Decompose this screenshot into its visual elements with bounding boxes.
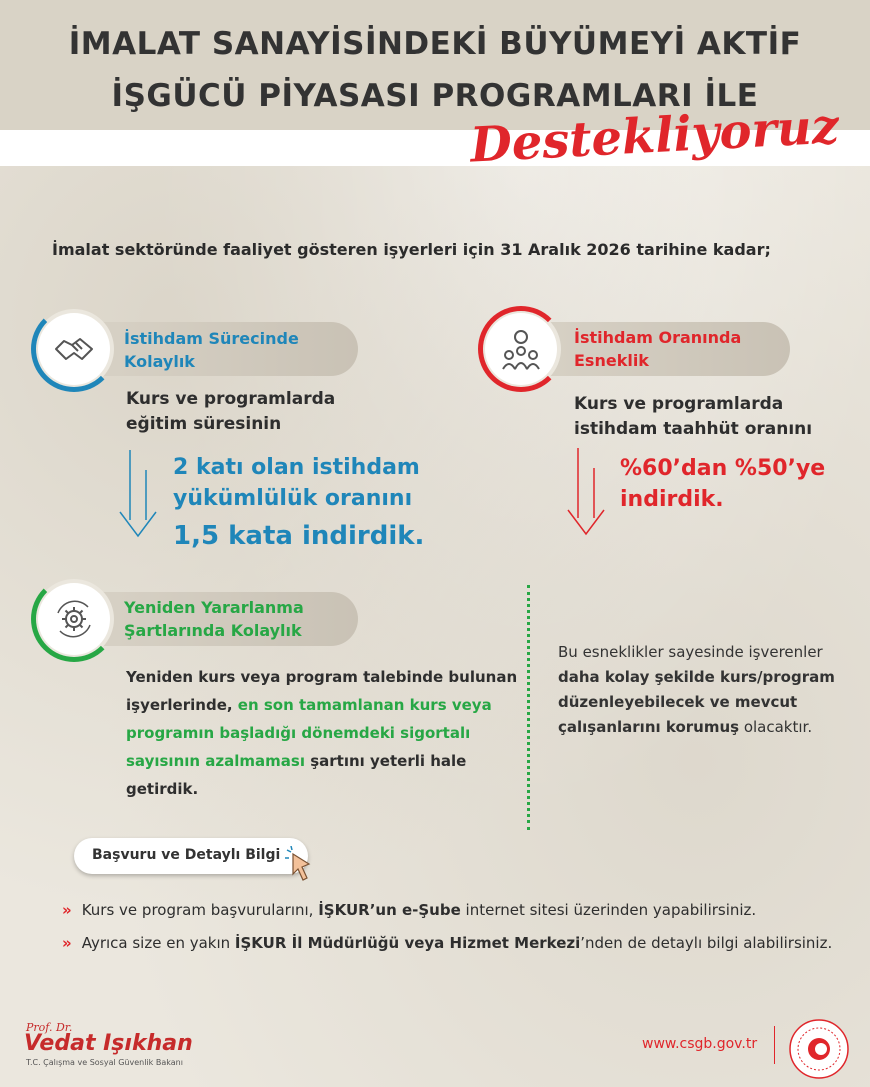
team-gear-icon — [499, 327, 543, 371]
info-button-label: Başvuru ve Detaylı Bilgi — [92, 847, 281, 863]
section3-paragraph — [126, 663, 526, 803]
bullet-1-pre: Kurs ve program başvurularını, — [81, 901, 319, 919]
section1-title-line1: İstihdam Sürecinde — [124, 329, 299, 348]
section3-icon-ring — [38, 583, 110, 655]
section2-title-line2: Esneklik — [574, 351, 649, 370]
section3-title — [124, 596, 304, 642]
title-script: Destekliyoruz — [468, 98, 841, 174]
section2-highlight-line2: indirdik. — [620, 487, 724, 512]
section3-paragraph-highlight: en son tamamlanan kurs veya programın başladığı dönemdeki sigortalı sayısının azalmaması — [126, 696, 492, 770]
side-note-part1: Bu esneklikler sayesinde işverenler — [558, 643, 823, 661]
bullet-1-post: internet sitesi üzerinden yapabilirsiniz. — [460, 901, 757, 919]
chevron-right-icon: » — [62, 901, 72, 919]
title-line-2: İŞGÜCÜ PİYASASI PROGRAMLARI İLE — [111, 78, 759, 114]
down-arrow-icon-red — [566, 448, 606, 538]
section3-title-line2: Şartlarında Kolaylık — [124, 621, 302, 640]
section3-paragraph-part1: Yeniden kurs veya program talebinde bulunan işyerlerinde, — [126, 668, 518, 714]
chevron-right-icon: » — [62, 934, 72, 952]
side-note-part3: olacaktır. — [739, 718, 813, 736]
ministry-seal-icon — [788, 1018, 850, 1080]
section2-body-line1: Kurs ve programlarda — [574, 394, 784, 414]
section1-highlight-line2: yükümlülük oranını — [173, 486, 413, 511]
section2-highlight-line1: %60’dan %50’ye — [620, 456, 826, 481]
section1-icon-ring — [38, 313, 110, 385]
down-arrow-icon-blue — [118, 450, 158, 540]
section2-highlight — [620, 453, 825, 515]
signature-role: T.C. Çalışma ve Sosyal Güvenlik Bakanı — [26, 1058, 183, 1067]
title-line-1: İMALAT SANAYİSİNDEKİ BÜYÜMEYİ AKTİF — [68, 26, 802, 62]
section1-title-line2: Kolaylık — [124, 352, 195, 371]
section1-highlight-line1: 2 katı olan istihdam — [173, 455, 420, 480]
bullet-2 — [62, 932, 842, 954]
section2-title-line1: İstihdam Oranında — [574, 328, 742, 347]
section2-body — [574, 392, 812, 442]
intro-text: İmalat sektöründe faaliyet gösteren işyerleri için 31 Aralık 2026 tarihine kadar; — [52, 240, 771, 259]
section1-body-line2: eğitim süresinin — [126, 414, 282, 434]
bullet-2-post: ’nden de detaylı bilgi alabilirsiniz. — [580, 934, 833, 952]
bullet-1 — [62, 899, 842, 921]
section1-title — [124, 327, 299, 373]
pointer-hand-icon — [283, 846, 323, 886]
handshake-icon — [52, 327, 96, 371]
section2-title — [574, 326, 741, 372]
section1-result: 1,5 kata indirdik. — [173, 521, 425, 551]
section2-body-line2: istihdam taahhüt oranını — [574, 419, 813, 439]
signature-title: Prof. Dr. — [26, 1021, 73, 1034]
signature-name: Vedat Işıkhan — [24, 1031, 193, 1056]
footer-separator — [774, 1026, 775, 1064]
website-link[interactable]: www.csgb.gov.tr — [642, 1036, 758, 1052]
bullet-2-pre: Ayrıca size en yakın — [81, 934, 235, 952]
section3-title-line1: Yeniden Yararlanma — [124, 598, 304, 617]
side-note-bold: daha kolay şekilde kurs/program düzenleyebilecek ve mevcut çalışanlarını korumuş — [558, 668, 835, 736]
section3-paragraph-part3: şartını yeterli hale getirdik. — [126, 752, 467, 798]
section1-highlight — [173, 452, 420, 514]
section2-icon-ring — [485, 313, 557, 385]
side-note — [558, 640, 858, 740]
section1-body — [126, 387, 335, 437]
bullet-2-bold: İŞKUR İl Müdürlüğü veya Hizmet Merkezi — [234, 934, 581, 952]
info-button[interactable] — [74, 838, 308, 874]
gear-refresh-icon — [52, 597, 96, 641]
section1-body-line1: Kurs ve programlarda — [126, 389, 336, 409]
bullet-1-bold: İŞKUR’un e-Şube — [318, 901, 461, 919]
dotted-divider — [527, 585, 530, 830]
